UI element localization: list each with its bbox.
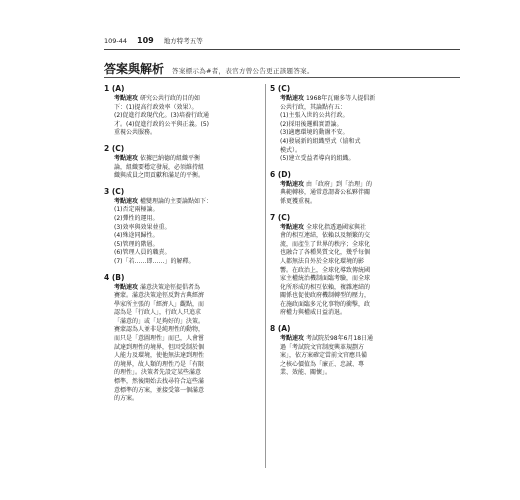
explanation-line [114, 206, 262, 215]
line-text: 關係也促使政府機制轉型的壓力， [280, 292, 371, 300]
line-text: 重視公共服務。 [114, 129, 157, 137]
explanation-line [280, 309, 435, 318]
page-code: 109-44 [104, 37, 128, 45]
explanation-line [114, 309, 262, 318]
section-title: 答案與解析 [104, 62, 165, 76]
explanation-line [114, 395, 262, 404]
answer-item [270, 170, 435, 207]
explanation-line [114, 301, 262, 310]
explanation-line [280, 224, 435, 233]
explanation-line [280, 352, 435, 361]
explanation-line [280, 147, 435, 156]
running-header [104, 36, 460, 48]
explanation-line [280, 129, 435, 138]
answer-item [270, 213, 435, 319]
explanation-line [114, 104, 262, 113]
explanation-line [114, 292, 262, 301]
line-text: (4)殊途同歸性。 [114, 232, 159, 240]
line-text: 學家所主張的「經濟人」觀點，而 [114, 300, 205, 308]
explanation-line [280, 258, 435, 267]
line-text: 1968年瓦爾多等人提倡新 [305, 95, 376, 102]
line-text: 織與成員之間貢獻和滿足的平衡。 [114, 172, 205, 180]
line-text: 下：(1)提高行政效率（效果）。 [114, 103, 198, 111]
line-text: (5)管理的階層。 [114, 240, 159, 248]
explanation-line [114, 129, 262, 138]
explanation-line [280, 292, 435, 301]
answer-key: 2 (C) [104, 143, 125, 153]
answer-key: 5 (C) [270, 84, 291, 93]
explanation [270, 95, 435, 164]
explanation [270, 181, 435, 207]
explanation-line [280, 284, 435, 293]
explanation-line [114, 249, 262, 258]
answer-key: 6 (D) [270, 169, 291, 179]
key-point-tag: 考點速攻 [280, 95, 305, 102]
answer-item [104, 84, 262, 138]
line-text: 全球化指透過國家與社 [305, 223, 366, 231]
key-point-tag: 考點速攻 [280, 223, 305, 231]
explanation-line [114, 326, 262, 335]
line-text: (1)否定兩極論。 [114, 206, 159, 214]
left-column [104, 84, 262, 410]
explanation-line [280, 249, 435, 258]
line-text: 典範轉移，通常意謂著公私夥伴關 [280, 189, 371, 197]
line-text: 模式）。 [280, 146, 302, 154]
line-text: (3)適應環境的動盪不安。 [280, 129, 349, 137]
answer-key: 4 (B) [104, 272, 125, 282]
explanation-line [114, 172, 262, 181]
line-text: (5)建立受益者導向的組織。 [280, 155, 355, 163]
line-text: 試達到理性的境界，但因受制於個 [114, 343, 205, 351]
answer-key: 3 (C) [104, 186, 125, 196]
line-text: 流，而產生了世界的秩序；全球化 [280, 240, 371, 248]
explanation-line [280, 267, 435, 276]
line-text: 府權力與權威日益消退。 [280, 309, 347, 317]
key-point-tag: 考點速攻 [280, 335, 305, 343]
line-text: 考試院於98年6月18日通 [305, 335, 374, 343]
explanation-line [280, 104, 435, 113]
answer-item [104, 144, 262, 181]
line-text: (6)管理人員的職責。 [114, 249, 171, 257]
key-point-tag: 考點速攻 [114, 283, 139, 291]
line-text: 業、效能、關懷」。 [280, 369, 332, 377]
explanation-line [114, 95, 262, 104]
explanation-line [280, 138, 435, 147]
line-text: (2)促進行政現代化。(3)培養行政通 [114, 112, 209, 120]
explanation-line [114, 352, 262, 361]
line-text: 的方案。 [114, 395, 139, 403]
explanation-line [114, 258, 262, 267]
line-text: 研究公共行政的目的如 [139, 95, 200, 102]
answer-item [270, 84, 435, 164]
answer-key: 7 (C) [270, 212, 291, 222]
line-text: 滿意決策途徑提倡者為 [139, 283, 200, 291]
explanation-line [280, 335, 435, 344]
line-text: 人都無法自外於全球化環境的影 [280, 257, 365, 265]
explanation [270, 224, 435, 319]
explanation-line [114, 224, 262, 233]
section-heading [104, 60, 460, 77]
line-text: (2)採用後邏輯實證論。 [280, 120, 343, 128]
line-text: 人能力及環境，使他無法達到理性 [114, 352, 205, 360]
explanation [270, 335, 435, 378]
exam-year: 109 [137, 36, 154, 45]
explanation-line [114, 164, 262, 173]
line-text: 化所形成的相互依賴，複雜連結的 [280, 283, 371, 291]
explanation-line [280, 95, 435, 104]
explanation-line [114, 387, 262, 396]
explanation-line [114, 112, 262, 121]
key-point-tag: 考點速攻 [114, 154, 139, 162]
explanation-line [114, 369, 262, 378]
explanation-line [280, 198, 435, 207]
line-text: 標準，然後開始去找尋符合這些滿 [114, 378, 205, 386]
key-point-tag: 考點速攻 [114, 95, 139, 102]
explanation-line [280, 112, 435, 121]
answer-item [270, 324, 435, 378]
line-text: (7)「若……即……」的解釋。 [114, 257, 195, 265]
line-text: 也融合了各種異質文化，幾乎每個 [280, 249, 371, 257]
line-text: 才。(4)促進行政的公平與正義。(5) [114, 120, 209, 128]
line-text: 公共行政，其論點有五： [280, 103, 347, 111]
line-text: (4)發展新的組織型式（協和式 [280, 137, 361, 145]
right-column [270, 84, 435, 384]
explanation-line [280, 155, 435, 164]
line-text: 依據巴納德的組織平衡 [139, 154, 200, 162]
line-text: 係更獲重視。 [280, 197, 317, 205]
key-point-tag: 考點速攻 [114, 197, 139, 205]
line-text: 而只是「意圖理性」而已，人會嘗 [114, 335, 205, 343]
line-text: 由「政府」到「治理」的 [305, 180, 372, 188]
key-point-tag: 考點速攻 [280, 180, 305, 188]
line-text: 家主權統治機制面臨考驗，而全球 [280, 275, 371, 283]
line-text: 論，組織要穩定發展，必須維持組 [114, 163, 205, 171]
explanation-line [280, 344, 435, 353]
line-text: 之核心價值為「廉正、忠誠、專 [280, 360, 365, 368]
column-divider [265, 84, 266, 468]
explanation-line [280, 369, 435, 378]
line-text: 響。在政治上，全球化導致傳統國 [280, 266, 371, 274]
line-text: (1)主張入世的公共行政。 [280, 112, 349, 120]
line-text: (2)彈性的運用。 [114, 214, 159, 222]
section-divider [104, 77, 460, 78]
answer-key: 1 (A) [104, 84, 125, 93]
header-rule [104, 49, 460, 50]
line-text: 賽蒙。滿意決策途徑反對古典經濟 [114, 292, 205, 300]
line-text: 會的相互連結，依賴以及頻繁的交 [280, 232, 371, 240]
line-text: 意標準的方案，並接受第一個滿意 [114, 386, 205, 394]
line-text: 權變理論的主要論點如下： [139, 197, 212, 205]
explanation-line [114, 335, 262, 344]
line-text: 「滿意的」或「足夠好的」決策。 [114, 317, 205, 325]
exam-title: 地方特考五等 [163, 37, 203, 45]
line-text: (3)效率與效果並重。 [114, 223, 171, 231]
line-text: 賽蒙認為人並非是純理性的動物， [114, 326, 205, 334]
line-text: 案」，依方案確定當前文官應具備 [280, 352, 368, 360]
explanation [104, 284, 262, 404]
section-note: 答案標示為#者，表官方曾公告更正該題答案。 [172, 67, 314, 75]
answer-item [104, 273, 262, 404]
explanation [104, 155, 262, 181]
explanation-line [114, 215, 262, 224]
answer-key: 8 (A) [270, 324, 291, 334]
explanation [104, 198, 262, 267]
explanation-line [114, 284, 262, 293]
explanation-line [280, 189, 435, 198]
explanation-line [280, 275, 435, 284]
explanation-line [280, 232, 435, 241]
explanation-line [114, 155, 262, 164]
explanation-line [114, 378, 262, 387]
line-text: 在施政面臨多元化事物的衝擊，政 [280, 300, 371, 308]
line-text: 的理性」。決策者先設定某些滿意 [114, 369, 202, 377]
line-text: 過「考試院文官制度興革規劃方 [280, 343, 365, 351]
line-text: 的境界，故人類的理性乃是「有限 [114, 360, 205, 368]
answer-item [104, 187, 262, 267]
explanation [104, 95, 262, 138]
explanation-line [114, 344, 262, 353]
explanation-line [114, 232, 262, 241]
line-text: 認為是「行政人」，行政人只追求 [114, 309, 202, 317]
